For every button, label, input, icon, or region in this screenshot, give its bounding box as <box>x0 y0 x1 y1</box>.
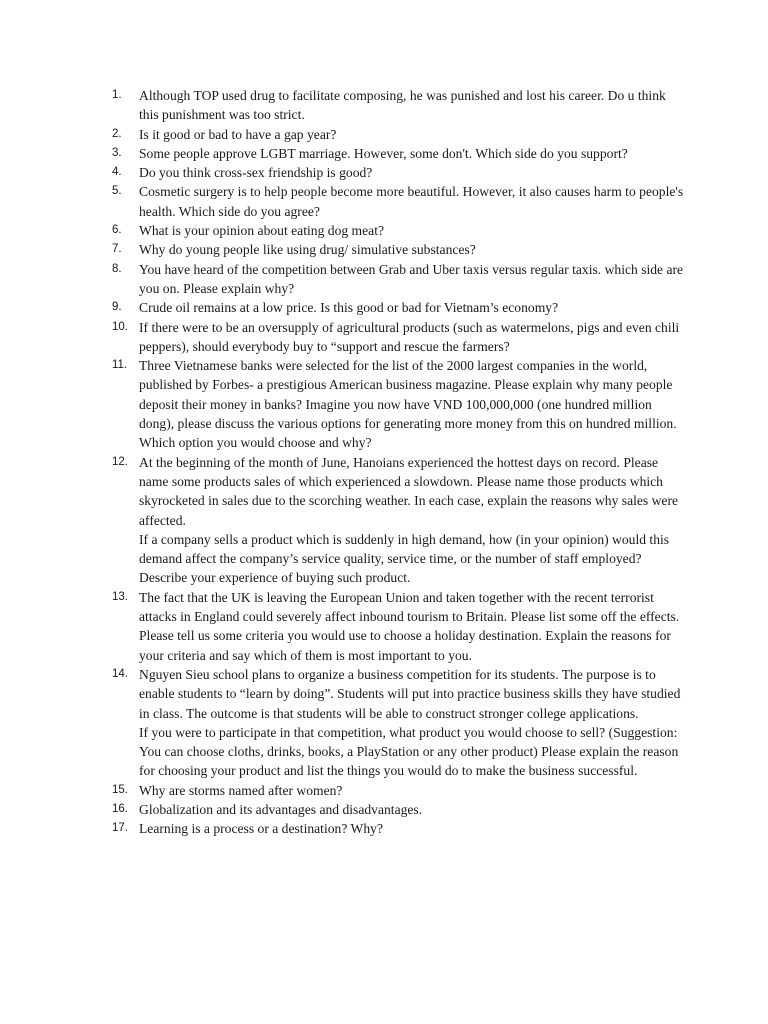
question-text: Cosmetic surgery is to help people become more beautiful. However, it also causes harm to people's health. Which side do you agree? <box>139 184 684 219</box>
question-body <box>139 453 684 588</box>
question-item <box>104 163 684 182</box>
question-text: If there were to be an oversupply of agricultural products (such as watermelons, pigs and even chili peppers), should everybody buy to “support and rescue the farmers? <box>139 319 680 354</box>
question-text: Three Vietnamese banks were selected for the list of the 2000 largest companies in the world, published by Forbes- a prestigious American business magazine. Please explain why many people deposit their money in banks? Imagine you now have VND 100,000,000 (one hundred million dong), please discuss the various options for generating more money from this on hundred million. Which option you would choose and why? <box>139 358 677 451</box>
question-number: 2. <box>112 127 122 140</box>
question-text: What is your opinion about eating dog meat? <box>139 223 385 239</box>
question-number: 13. <box>112 590 128 603</box>
question-body <box>139 240 684 259</box>
question-text: If you were to participate in that competition, what product you would choose to sell? (Suggestion: You can choose cloths, drinks, books, a PlayStation or any other product) Please explain the reason for choosing your product and list the things you would do to make the business successful. <box>139 724 679 779</box>
question-body <box>139 125 684 144</box>
question-number: 7. <box>112 243 122 256</box>
question-text: Why are storms named after women? <box>139 782 343 798</box>
question-body <box>139 781 684 800</box>
question-item <box>104 240 684 259</box>
question-text: Learning is a process or a destination? Why? <box>139 821 383 837</box>
question-body <box>139 182 684 221</box>
question-text: Is it good or bad to have a gap year? <box>139 126 337 142</box>
question-text: If a company sells a product which is suddenly in high demand, how (in your opinion) would this demand affect the company’s service quality, service time, or the number of staff employed? Describe your experience of buying such product. <box>139 531 670 586</box>
question-item <box>104 144 684 163</box>
question-number: 6. <box>112 224 122 237</box>
question-body <box>139 298 684 317</box>
question-body <box>139 819 684 838</box>
question-item <box>104 819 684 838</box>
question-item <box>104 260 684 299</box>
question-number: 14. <box>112 667 128 680</box>
question-text: Although TOP used drug to facilitate composing, he was punished and lost his career. Do u think this punishment was too strict. <box>139 88 666 123</box>
question-body <box>139 318 684 357</box>
question-body <box>139 163 684 182</box>
question-item <box>104 665 684 781</box>
question-item <box>104 221 684 240</box>
question-number: 9. <box>112 301 122 314</box>
question-number: 12. <box>112 455 128 468</box>
question-text: You have heard of the competition between Grab and Uber taxis versus regular taxis. which side are you on. Please explain why? <box>139 261 684 296</box>
question-number: 4. <box>112 166 122 179</box>
question-number: 15. <box>112 783 128 796</box>
question-body <box>139 588 684 665</box>
question-item <box>104 356 684 452</box>
question-text: Do you think cross-sex friendship is good? <box>139 165 373 181</box>
question-body <box>139 356 684 452</box>
question-text: Crude oil remains at a low price. Is this good or bad for Vietnam’s economy? <box>139 300 559 316</box>
question-number: 5. <box>112 185 122 198</box>
question-item <box>104 318 684 357</box>
question-item <box>104 781 684 800</box>
question-item <box>104 453 684 588</box>
question-item <box>104 182 684 221</box>
question-text: At the beginning of the month of June, Hanoians experienced the hottest days on record. Please name some products sales of which experienced a slowdown. Please name those products which skyrocketed in sales due to the scorching weather. In each case, explain the reasons why sales were affected. <box>139 454 679 528</box>
question-item <box>104 86 684 125</box>
question-item <box>104 588 684 665</box>
question-number: 16. <box>112 802 128 815</box>
question-text: Some people approve LGBT marriage. However, some don't. Which side do you support? <box>139 145 628 161</box>
question-number: 8. <box>112 262 122 275</box>
question-text: Globalization and its advantages and disadvantages. <box>139 801 423 817</box>
question-body <box>139 144 684 163</box>
question-list <box>104 86 684 839</box>
question-body <box>139 221 684 240</box>
question-number: 1. <box>112 89 122 101</box>
question-number: 11. <box>112 359 128 372</box>
question-item <box>104 298 684 317</box>
question-text: Why do young people like using drug/ simulative substances? <box>139 242 476 258</box>
question-number: 17. <box>112 822 128 835</box>
question-body <box>139 86 684 125</box>
question-item <box>104 800 684 819</box>
question-body <box>139 800 684 819</box>
question-body <box>139 260 684 299</box>
question-body <box>139 665 684 781</box>
question-item <box>104 125 684 144</box>
question-number: 3. <box>112 146 122 159</box>
question-text: Nguyen Sieu school plans to organize a business competition for its students. The purpose is to enable students to “learn by doing”. Students will put into practice business skills they have studied in class. The outcome is that students will be able to construct stronger college applications. <box>139 666 681 721</box>
question-text: The fact that the UK is leaving the European Union and taken together with the recent terrorist attacks in England could severely affect inbound tourism to Britain. Please list some off the effects. Please tell us some criteria you would use to choose a holiday destination. Explain the reasons for your criteria and say which of them is most important to you. <box>139 589 680 663</box>
question-number: 10. <box>112 320 128 333</box>
